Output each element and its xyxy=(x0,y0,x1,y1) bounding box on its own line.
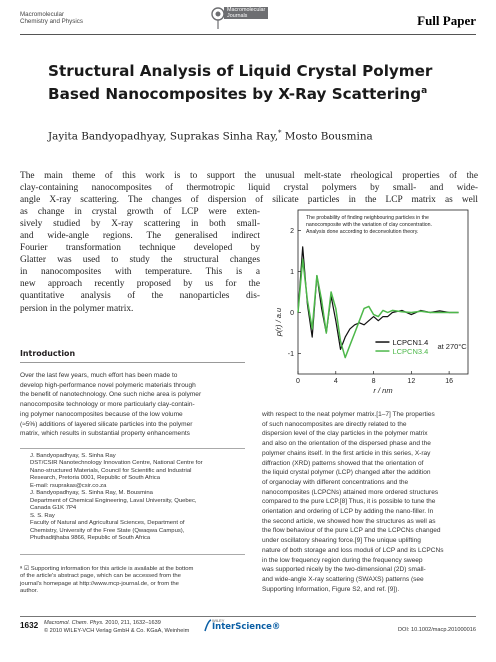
title-line2: Based Nanocomposites by X-Ray Scattering xyxy=(48,85,422,104)
publisher-name: InterScience® xyxy=(212,622,281,632)
affiliation-line: S. S. Ray xyxy=(30,512,55,519)
citation-details: 2010, 211, 1632–1639 xyxy=(103,620,161,626)
chart-annotation-line: The probability of finding neighbouring particles in the xyxy=(306,215,429,221)
body-line: of such nanocomposites are directly related to the xyxy=(262,420,407,428)
introduction-heading: Introduction xyxy=(20,349,76,358)
page-number: 1632 xyxy=(20,621,39,630)
body-line: the benefit of nanotechnology. One such niche area is polymer xyxy=(20,391,202,399)
y-tick-label: 0 xyxy=(290,310,294,317)
body-line: the flow behaviour of the pure LCP and the LCPCNs changed xyxy=(262,527,441,535)
body-line: Over the last few years, much effort has been made to xyxy=(20,372,178,379)
abstract-line: angle X-ray scattering. The changes of dispersion of silicate particles in the LCP matrix as well xyxy=(20,195,478,206)
header-divider xyxy=(20,34,476,35)
y-tick-label: 1 xyxy=(290,269,294,276)
supp-link-line[interactable]: journal's homepage at http://www.mcp-journal.de, or from the xyxy=(20,580,179,587)
body-line: of organoclay with different concentrations and the xyxy=(262,478,409,486)
y-axis-label: p(r) / a.u xyxy=(274,307,283,337)
abstract-line: new approach recently proposed by us for the xyxy=(20,279,260,290)
affiliation-line: J. Bandyopadhyay, S. Sinha Ray, M. Bousmina xyxy=(30,490,153,497)
body-line: compared to the pure LCP.[8] Thus, it is possible to tune the xyxy=(262,498,436,506)
chart-annotation-line: Analysis done according to deconvolution theory. xyxy=(306,229,419,235)
journal-abbrev: Macromol. Chem. Phys. xyxy=(44,620,104,626)
abstract-line: sively studied by X-ray scattering in both small- xyxy=(20,219,260,230)
y-tick-label: -1 xyxy=(287,351,294,358)
affiliation-line: Research, Pretoria 0001, Republic of South Africa xyxy=(30,475,160,482)
body-line: Supporting Information, Figure S2, and ref. [9]). xyxy=(262,585,400,593)
x-tick-label: 0 xyxy=(296,378,300,385)
interscience-swoosh-icon xyxy=(204,619,212,633)
body-line: ing polymer nanocomposites because of the low volume xyxy=(20,410,183,418)
body-line: develop high-performance novel polymeric materials through xyxy=(20,381,196,389)
body-line: nature of both storage and loss moduli of LCP and its LCPCNs xyxy=(262,546,444,554)
footer-citation xyxy=(44,620,189,635)
affiliation-line: Chemistry, University of the Free State (Qwaqwa Campus), xyxy=(30,527,185,534)
abstract-line: and wide-angle regions. The generalised indirect xyxy=(20,231,260,242)
body-line: dispersion level of the clay particles in the polymer matrix xyxy=(262,430,428,438)
journal-name-line1: Macromolecular xyxy=(20,11,65,18)
y-tick-label: 2 xyxy=(290,228,294,235)
body-line: and wide-angle X-ray scattering (SWAXS) patterns (see xyxy=(262,575,424,583)
affiliation-line: J. Bandyopadhyay, S. Sinha Ray xyxy=(30,453,116,459)
x-tick-label: 16 xyxy=(445,378,454,385)
body-line: polymer chains itself. In the first article in this series, X-ray xyxy=(262,449,431,457)
abstract-line: clay-containing nanocomposites of thermotropic liquid crystal polymers by small- and wide- xyxy=(20,183,478,194)
body-line: orientation and ordering of LCP by adding the nano-filler. In xyxy=(262,508,434,516)
series-line-lcpcn1.4 xyxy=(298,247,459,350)
abstract-line: persion in the polymer matrix. xyxy=(20,303,134,314)
author-list xyxy=(48,129,373,142)
abstract-figure xyxy=(272,206,476,406)
supp-line: author. xyxy=(20,588,39,595)
affiliations xyxy=(20,448,245,555)
introduction-divider xyxy=(20,362,245,363)
supp-line: of the article's abstract page, which can be accessed from the xyxy=(20,573,181,580)
abstract-line: as change in crystal growth of LCP were exten- xyxy=(20,207,260,218)
x-tick-label: 4 xyxy=(333,378,338,385)
affiliation-line: Faculty of Natural and Agricultural Sciences, Department of xyxy=(30,520,185,527)
body-line: nanocomposite technology or more particularly clay-contain- xyxy=(20,401,195,409)
article-type: Full Paper xyxy=(417,13,476,28)
logo-line1: Macromolecular xyxy=(227,7,266,13)
body-line: and also on the orientation of the dispersed phase and the xyxy=(262,440,431,448)
journal-logo xyxy=(210,4,274,32)
copyright-line: © 2010 WILEY-VCH Verlag GmbH & Co. KGaA, Weinheim xyxy=(44,627,190,634)
body-line: the liquid crystal polymer (LCP) changed after the addition xyxy=(262,469,431,477)
body-line: (≈5%) additions of layered silicate particles into the polymer xyxy=(20,420,193,428)
legend-label: LCPCN3.4 xyxy=(392,347,429,357)
supp-line: ª ☑ Supporting information for this article is available at the bottom xyxy=(20,566,194,572)
authors-last: Mosto Bousmina xyxy=(281,130,373,143)
legend-label: LCPCN1.4 xyxy=(392,338,429,348)
legend-note: at 270°C xyxy=(437,342,467,352)
journal-name xyxy=(20,11,83,26)
publisher-logo xyxy=(204,618,281,634)
body-line: with respect to the neat polymer matrix.[1–7] The properties xyxy=(262,411,435,418)
affiliation-line: Nano-structured Materials, Council for Scientific and Industrial xyxy=(30,467,192,474)
abstract-line: Glatter was used to study the structural changes xyxy=(20,255,260,266)
supporting-info-note xyxy=(20,566,245,596)
body-line: the second article, we showed how the structures as well as xyxy=(262,517,436,525)
body-line: diffraction (XRD) patterns showed that the orientation of xyxy=(262,459,424,467)
publisher-small: WILEY xyxy=(212,618,225,623)
series-line-lcpcn3.4 xyxy=(298,259,459,357)
abstract-line: Fourier transformation technique developed by xyxy=(20,243,260,254)
x-tick-label: 12 xyxy=(407,378,416,385)
introduction-text xyxy=(20,371,245,439)
authors-text: Jayita Bandyopadhyay, Suprakas Sinha Ray, xyxy=(48,130,278,143)
body-line: was supported nicely by the two-dimensional (2D) small- xyxy=(262,566,426,574)
body-right-column xyxy=(262,410,476,594)
affiliation-email[interactable]: E-mail: rsuprakas@csir.co.za xyxy=(30,482,107,489)
abstract-line: The main theme of this work is to support the unusual melt-state rheological properties of the xyxy=(20,171,478,181)
pr-chart xyxy=(272,206,476,406)
body-line: in the low frequency region during the frequency sweep xyxy=(262,556,423,564)
title-footnote-mark: a xyxy=(421,86,428,96)
citation-line xyxy=(44,620,189,628)
x-axis-label: r / nm xyxy=(373,386,393,395)
body-line: nanocomposites (LCPCNs) attained more ordered structures xyxy=(262,488,439,496)
affiliation-line: DST/CSIR Nanotechnology Innovation Centre, National Centre for xyxy=(30,460,203,467)
body-line: under oscillatory shearing force.[9] The unique uplifting xyxy=(262,537,421,545)
doi[interactable]: DOI: 10.1002/macp.201000016 xyxy=(397,627,476,633)
journal-name-line2: Chemistry and Physics xyxy=(20,18,83,26)
article-title xyxy=(48,61,478,104)
abstract-line: quantitative analysis of the nanoparticles dis- xyxy=(20,291,260,302)
corresponding-mark: * xyxy=(278,129,282,137)
x-tick-label: 8 xyxy=(371,378,376,385)
logo-text xyxy=(224,7,268,19)
affiliation-line: Department of Chemical Engineering, Laval University, Quebec, xyxy=(30,497,197,504)
abstract-line: in nanocomposites with temperature. This is a xyxy=(20,267,260,278)
logo-line2: Journals xyxy=(227,13,248,19)
title-line1: Structural Analysis of Liquid Crystal Polymer xyxy=(48,62,433,80)
affiliation-line: Canada G1K 7P4 xyxy=(30,505,77,512)
affiliation-line: Phuthaditjhaba 9866, Republic of South Africa xyxy=(30,534,151,541)
body-line: matrix, which results in substantial property enhancements xyxy=(20,430,190,438)
footer-divider xyxy=(20,616,476,617)
chart-annotation-line: nanocomposite with the variation of clay concentration. xyxy=(306,222,433,228)
